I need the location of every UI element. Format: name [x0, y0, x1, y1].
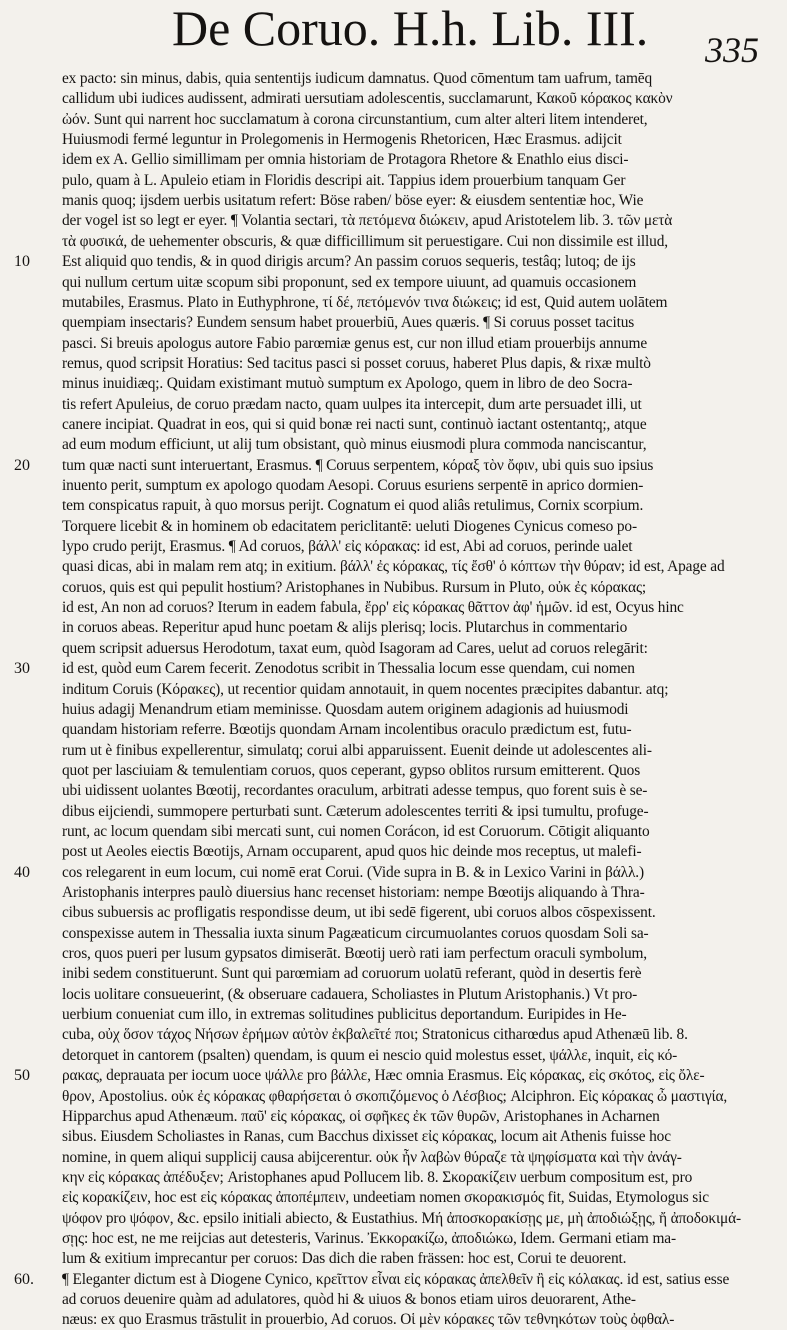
text-line: cibus subuersis ac profligatis respondisse deum, ut ibi sedē figerent, ubi coruos albos cōspexissent.: [62, 904, 656, 922]
text-line: huius adagij Menandrum etiam meminisse. Quosdam autem originem adagionis ad huiusmodi: [62, 700, 629, 718]
text-line: cuba, οὐχ ὅσον τάχος Νήσων ἐρήμων αὐτὸν ἐκβαλεῖτέ ποι; Stratonicus citharœdus apud Athenæū lib. 8.: [62, 1026, 688, 1044]
text-line: Aristophanis interpres paulò diuersius hanc recenset historiam: nempe Bœotijs aliquando à Thra-: [62, 884, 645, 901]
margin-line-number: 60.: [14, 1270, 34, 1288]
text-line: cos relegarent in eum locum, cui nomē erat Corui. (Vide supra in B. & in Lexico Varini in βάλλ.): [62, 863, 644, 881]
text-line: cros, quos pueri per lusum gypsatos dimiserāt. Bœotij uerò rati iam perfectum oraculi symbolum,: [62, 945, 648, 963]
text-line: tum quæ nacti sunt interuertant, Erasmus. ¶ Coruus serpentem, κόραξ τὸν ὄφιν, ubi quis suo ipsius: [62, 456, 654, 474]
text-line: Torquere licebit & in hominem ob edacitatem periclitantē: ueluti Diogenes Cynicus comeso po-: [62, 517, 637, 535]
running-header: [0, 0, 787, 72]
text-line: locis uolitare consueuerint, (& obseruare cadauera, Scholiastes in Plutum Aristophanis.) Vt pro-: [62, 985, 638, 1003]
text-line: næus: ex quo Erasmus trāstulit in prouerbio, Ad coruos. Οἱ μὲν κόρακες τῶν τεθνηκότων τοὺς ὀφθαλ-: [62, 1311, 675, 1329]
text-line: Est aliquid quo tendis, & in quod dirigis arcum? An passim coruos sequeris, testâq; lutoq; de ijs: [62, 253, 636, 271]
text-line: ubi uidissent uolantes Bœotij, recordantes oraculum, arbitrati adesse tempus, quo forent suis è se-: [62, 782, 648, 800]
margin-line-number: 20: [14, 456, 30, 474]
text-line: tis refert Apuleius, de coruo prædam nacto, quam uulpes ita intercepit, dum arte persuadet illi, ut: [62, 395, 642, 413]
text-line: qui nullum certum uitæ scopum sibi proponunt, sed ex tempore uiuunt, ad quamuis occasionem: [62, 273, 637, 291]
text-line: id est, quòd eum Carem fecerit. Zenodotus scribit in Thessalia locum esse quendam, cui nomen: [62, 660, 635, 678]
text-line: nomine, in quem aliqui supplicij causa abijcerentur. οὐκ ἦν λαβὼν θύραζε τὰ ψηφίσματα καὶ τὴν ἀνάγ-: [62, 1148, 682, 1166]
text-line: ex pacto: sin minus, dabis, quia sententijs iudicum damnatus. Quod cōmentum tam uafrum, tamēq: [62, 70, 653, 87]
text-line: in coruos abeas. Reperitur apud hunc poetam & alijs plerisq; locis. Plutarchus in commentario: [62, 619, 628, 637]
text-line: sibus. Eiusdem Scholiastes in Ranas, cum Bacchus dixisset εἰς κόρακας, locum ait Athenis fuisse hoc: [62, 1128, 671, 1146]
margin-line-number: 40: [14, 863, 30, 881]
text-line: εἰς κορακίζειν, hoc est εἰς κόρακας ἀποπέμπειν, undeetiam nomen σκορακισμός fit, Suidas, Etymologus sic: [62, 1189, 709, 1207]
text-line: quem scripsit aduersus Herodotum, taxat eum, quòd Isagoram ad Cares, uelut ad coruos relegārit:: [62, 639, 648, 657]
text-line: dibus eijciendi, summopere perturbati sunt. Cæterum adolescentes territi & ipsi tumultu, profuge-: [62, 802, 649, 820]
text-line: ¶ Eleganter dictum est à Diogene Cynico, κρεῖττον εἶναι εἰς κόρακας ἀπελθεῖν ἢ εἰς κόλακας. id est, satius esse: [62, 1270, 730, 1288]
text-line: runt, ac locum quendam sibi mercati sunt, cui nomen Corácon, id est Coruorum. Cōtigit aliquanto: [62, 822, 650, 840]
text-line: pasci. Si breuis apologus autore Fabio parœmiæ genus est, cur non illud etiam prouerbijs annume: [62, 334, 648, 352]
text-line: inuento perit, sumptum ex apologo quodam Aesopi. Coruus esuriens serpentē in aprico dormien-: [62, 477, 644, 494]
text-line: quasi dicas, abi in malam rem atq; in exitium. βάλλ' ἐς κόρακας, τίς ἔσθ' ὁ κόπτων τὴν θύραν; id est, Apage ad: [62, 558, 725, 576]
text-line: callidum ubi iudices audissent, admirati uersutiam adolescentis, succlamarunt, Κακοῦ κόρακος κακὸν: [62, 90, 673, 108]
text-line: canere incipiat. Quadrat in eos, qui si quid bonæ rei nacti sunt, continuò iactant ostentantq;, atque: [62, 415, 647, 433]
text-line: post ut Aeoles eiectis Bœotijs, Arnam occuparent, apud quos hic deinde mos receptus, ut malefi-: [62, 843, 642, 861]
page-number: 335: [705, 30, 759, 70]
text-line: id est, An non ad coruos? Iterum in eadem fabula, ἔρρ' εἰς κόρακας θᾶττον ἀφ' ἡμῶν. id est, Ocyus hinc: [62, 599, 684, 617]
text-line: σῃς: hoc est, ne me reijcias aut detesteris, Varinus. Ἐκκορακίζω, ἀποδιώκω, Idem. Germani etiam ma-: [62, 1229, 676, 1247]
text-line: Huiusmodi fermé leguntur in Prolegomenis in Hermogenis Rhetoricen, Hæc Erasmus. adijcit: [62, 131, 622, 149]
text-line: κην εἰς κόρακας ἀπέδυξεν; Aristophanes apud Pollucem lib. 8. Σκορακίζειν uerbum compositum est, pro: [62, 1168, 693, 1186]
text-line: minus inuidiæq;. Quidam existimant mutuò sumptum ex Apologo, quem in libro de deo Socra-: [62, 375, 633, 393]
text-line: θρον, Apostolius. οὐκ ἐς κόρακας φθαρήσεται ὁ σκοπιζόμενος ὁ Λέσβιος; Alciphron. Εἰς κόρακας ὦ μαστιγία,: [62, 1087, 728, 1105]
text-line: detorquet in cantorem (psalten) quendam, is quum ei nescio quid molestus esset, ψάλλε, inquit, εἰς κό-: [62, 1046, 678, 1064]
text-line: quot per lasciuiam & temulentiam coruos, quos ceperant, gypso oblitos rursum emitterent. Quos: [62, 761, 641, 779]
text-line: ad coruos deuenire quàm ad adulatores, quòd hi & uiuos & bonos etiam uiros deuorarent, Athe-: [62, 1291, 636, 1308]
text-line: Hipparchus apud Athenæum. παῦ' εἰς κόρακας, οἱ σφῆκες ἐκ τῶν θυρῶν, Aristophanes in Acharnen: [62, 1107, 660, 1125]
text-line: quempiam insectaris? Eundem sensum habet prouerbiū, Aues quæris. ¶ Si coruus posset tacitus: [62, 314, 635, 332]
text-line: ad eum modum efficiunt, ut alij tum obsistant, quò minus eiusmodi plura commoda nanciscantur,: [62, 436, 647, 454]
text-line: ὠόν. Sunt qui narrent hoc succlamatum à corona circunstantium, cum alter alteri litem intenderet,: [62, 110, 648, 128]
text-line: conspexisse autem in Thessalia iuxta sinum Pagæaticum circumuolantes coruos quosdam Soli sa-: [62, 924, 649, 942]
text-line: inibi sedem constituerunt. Sunt qui parœmiam ad coruorum uolatū referant, quòd in desertis ferè: [62, 965, 642, 983]
margin-line-number: 30: [14, 660, 30, 678]
text-line: lum & exitium imprecantur per coruos: Das dich die raben frässen: hoc est, Corui te deuorent.: [62, 1250, 627, 1268]
text-line: ψόφον pro ψόφον, &c. epsilo initiali abiecto, & Eustathius. Μή ἀποσκορακίσῃς με, μὴ ἀποδιώξῃς, ἤ ἀποδοκιμά-: [62, 1209, 741, 1227]
margin-line-number: 50: [14, 1067, 30, 1085]
text-line: pulo, quam à L. Apuleio etiam in Floridis descripi ait. Tappius idem prouerbium tanquam Ger: [62, 171, 626, 189]
text-line: inditum Coruis (Κόρακες), ut recentior quidam annotauit, in quem nocentes præcipites dabantur. atq;: [62, 680, 669, 698]
text-line: lypo crudo perijt, Erasmus. ¶ Ad coruos, βάλλ' εἰς κόρακας: id est, Abi ad coruos, perinde ualet: [62, 538, 633, 556]
text-line: remus, quod scripsit Horatius: Sed tacitus pasci si posset coruus, haberet Plus dapis, & rixæ multò: [62, 354, 651, 372]
text-line: quandam historiam referre. Bœotijs quondam Arnam incolentibus oraculo prædictum est, futu-: [62, 721, 632, 739]
text-line: tem conspicatus rapuit, à quo morsus perijt. Cognatum ei quod aliâs retulimus, Cornix scorpium.: [62, 497, 644, 515]
text-line: uerbium conueniat cum illo, in extremas solitudines publicitus deportandum. Euripides in He-: [62, 1006, 627, 1024]
text-line: rum ut è finibus expellerentur, simulatq; corui albi apparuissent. Euenit deinde ut adolescentes ali-: [62, 741, 652, 759]
text-line: idem ex A. Gellio simillimam per omnia historiam de Protagora Rhetore & Enathlo eius disci-: [62, 151, 629, 169]
text-line: ρακας, deprauata per iocum uoce ψάλλε pro βάλλε, Hæc omnia Erasmus. Εἰς κόρακας, εἰς σκότος, εἰς ὄλε-: [62, 1067, 705, 1085]
text-line: mutabiles, Erasmus. Plato in Euthyphrone, τί δέ, πετόμενόν τινα διώκεις; id est, Quid autem uolātem: [62, 293, 668, 311]
text-line: τὰ φυσικά, de uehementer obscuris, & quæ difficillimum sit peruestigare. Cui non dissimile est illud,: [62, 232, 668, 250]
text-line: manis quoq; ijsdem uerbis usitatum refert: Böse raben/ böse eyer: & eiusdem sententiæ hoc, Wie: [62, 192, 644, 210]
margin-line-number: 10: [14, 253, 30, 271]
text-line: der vogel ist so legt er eyer. ¶ Volantia sectari, τὰ πετόμενα διώκειν, apud Aristotelem lib. 3. τῶν μετὰ: [62, 212, 673, 230]
text-line: coruos, quis est qui pepulit hostium? Aristophanes in Nubibus. Rursum in Pluto, οὐκ ἐς κόρακας;: [62, 578, 647, 596]
page-title: De Coruo. H.h. Lib. III.: [172, 0, 649, 56]
